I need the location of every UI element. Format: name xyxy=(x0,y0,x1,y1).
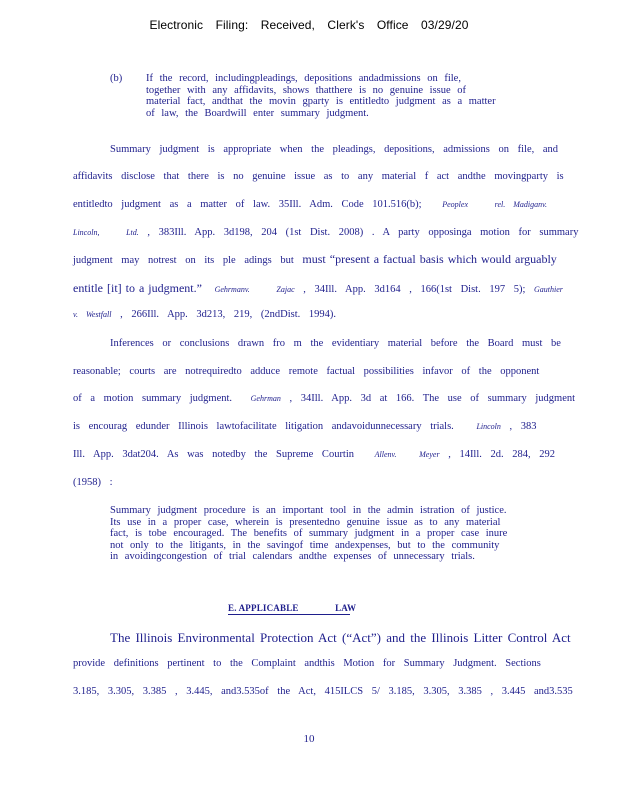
rule-label: (b) xyxy=(110,73,123,84)
text: entitledto judgment as a matter of law. 35Ill. Adm. Code 101.516(b); xyxy=(73,199,422,210)
text: judgment may notrest on its ple adings but xyxy=(73,255,294,266)
case-citation: Lincoln, xyxy=(73,228,100,237)
para3-line1: The Illinois Environmental Protection Act (“Act”) and the Illinois Litter Control Act xyxy=(110,630,571,645)
para1-line5 xyxy=(73,252,557,267)
quote-line: fact, is tobe encouraged. The benefits of summary judgment in a proper case inure xyxy=(110,528,508,539)
case-citation: Gehrmanv. xyxy=(214,285,250,294)
case-citation: Ltd. xyxy=(126,228,139,237)
text: Ill. App. 3dat204. As was notedby the Supreme Courtin xyxy=(73,449,355,460)
section-heading xyxy=(228,603,357,615)
para1-line3 xyxy=(73,199,546,210)
quote-line: not only to the litigants, in the savingof time andexpenses, but to the community xyxy=(110,539,500,551)
text: , 383Ill. App. 3d198, 204 (1st Dist. 2008) . A party opposinga motion for summary xyxy=(147,227,579,238)
text: , 34Ill. App. 3d at 166. The use of summary judgment xyxy=(289,393,576,404)
text: , 383 xyxy=(509,421,537,432)
para1-line1: Summary judgment is appropriate when the pleadings, depositions, admissions on file, and xyxy=(110,144,559,155)
para1-line4 xyxy=(73,227,579,238)
case-citation: Zajac xyxy=(276,285,295,294)
para1-line7 xyxy=(73,309,336,320)
para2-line4 xyxy=(73,421,537,432)
heading-part: E. APPLICABLE xyxy=(228,603,299,613)
quoted-text: entitle [it] to a judgment.” xyxy=(73,281,202,295)
para2-line6: (1958) : xyxy=(73,477,113,488)
para2-line5 xyxy=(73,449,555,460)
para1-line6 xyxy=(73,281,563,296)
case-citation: Gehrman xyxy=(250,394,281,403)
para2-line1: Inferences or conclusions drawn fro m the evidentiary material before the Board must be xyxy=(110,338,561,349)
case-citation: Allenv. xyxy=(374,450,397,459)
case-citation: v. Westfall xyxy=(73,310,112,319)
text: of a motion summary judgment. xyxy=(73,393,233,404)
case-citation: Lincoln xyxy=(476,422,501,431)
rule-line: material fact, andthat the movin gparty is entitledto judgment as a matter xyxy=(146,96,496,107)
quote-line: Its use in a proper case, wherein is presentedno genuine issue as to any material xyxy=(110,516,501,528)
text: , 266Ill. App. 3d213, 219, (2ndDist. 1994). xyxy=(120,309,337,320)
rule-text xyxy=(146,73,496,119)
quoted-text: must “present a factual basis which would arguably xyxy=(302,252,557,266)
quote-line: Summary judgment procedure is an important tool in the admin istration of justice. xyxy=(110,505,507,516)
quote-line: in avoidingcongestion of trial calendars andthe expenses of unnecessary trials. xyxy=(110,551,475,562)
filing-header: Electronic Filing: Received, Clerk's Office 03/29/20 xyxy=(149,18,469,32)
text: , 14Ill. 2d. 284, 292 xyxy=(448,449,556,460)
rule-line: of law, the Boardwill enter summary judgment. xyxy=(146,107,369,119)
rule-line: together with any affidavits, shows thatthere is no genuine issue of xyxy=(146,84,467,96)
case-citation: Meyer xyxy=(419,450,440,459)
rule-line: If the record, includingpleadings, depositions andadmissions on file, xyxy=(146,73,461,84)
page-number: 10 xyxy=(303,733,315,745)
block-quote xyxy=(110,505,507,563)
para2-line3 xyxy=(73,393,575,404)
case-citation: Gauthier xyxy=(534,285,563,294)
para3-line3: 3.185, 3.305, 3.385 , 3.445, and3.535of the Act, 415ILCS 5/ 3.185, 3.305, 3.385 , 3.445 and3.535 xyxy=(73,686,573,697)
text: is encourag edunder Illinois lawtofacilitate litigation andavoidunnecessary trials. xyxy=(73,421,454,432)
heading-part: LAW xyxy=(335,603,357,613)
case-citation: Peoplex xyxy=(442,200,468,209)
para3-line2: provide definitions pertinent to the Complaint andthis Motion for Summary Judgment. Sections xyxy=(73,658,541,669)
para1-line2: affidavits disclose that there is no genuine issue as to any material f act andthe movingparty is xyxy=(73,171,564,182)
case-citation: rel. Madiganv. xyxy=(494,200,548,209)
para2-line2: reasonable; courts are notrequiredto adduce remote factual possibilities infavor of the opponent xyxy=(73,366,540,377)
text: , 34Ill. App. 3d164 , 166(1st Dist. 197 5); xyxy=(303,284,526,295)
